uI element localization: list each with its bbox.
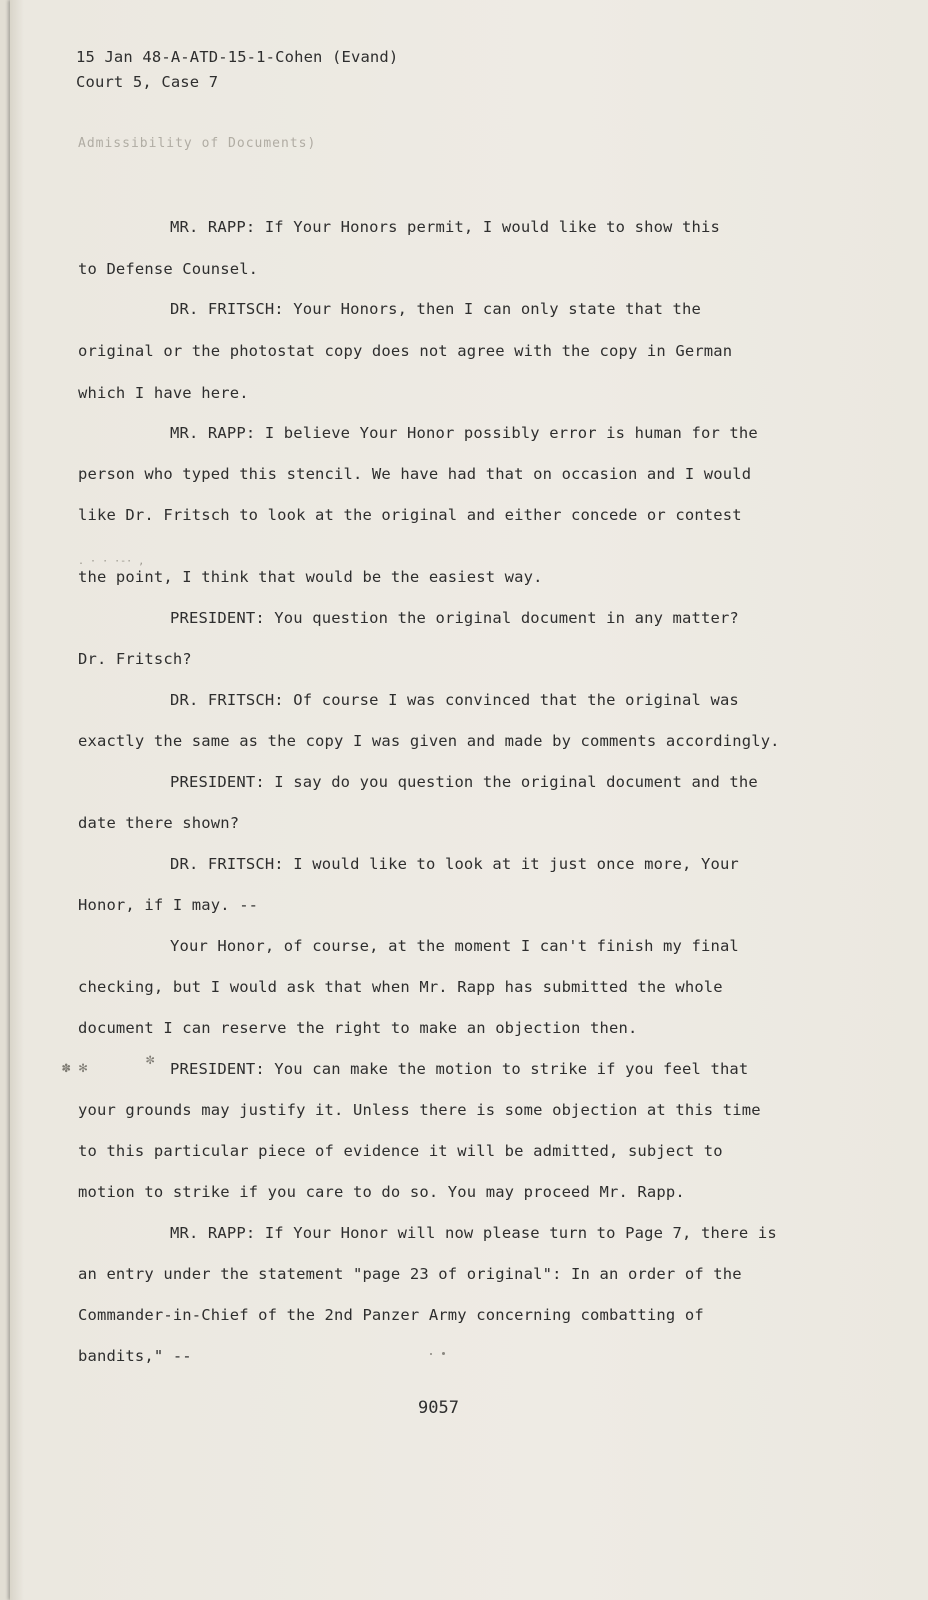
transcript-line: the point, I think that would be the easiest way. xyxy=(78,568,543,586)
paper-speck xyxy=(430,1353,432,1355)
transcript-line: which I have here. xyxy=(78,384,249,402)
ink-smudge: . · · ·-· , xyxy=(78,556,145,567)
ink-blot-mark-2: ✼ xyxy=(146,1052,155,1068)
transcript-line: document I can reserve the right to make an objection then. xyxy=(78,1019,638,1037)
transcript-line: MR. RAPP: If Your Honor will now please turn to Page 7, there is xyxy=(170,1224,777,1242)
transcript-line: PRESIDENT: I say do you question the original document and the xyxy=(170,773,758,791)
transcript-line: bandits," -- xyxy=(78,1347,192,1365)
smudged-subject-line: Admissibility of Documents) xyxy=(78,136,317,151)
transcript-line: DR. FRITSCH: Your Honors, then I can only state that the xyxy=(170,300,701,318)
header-session-line: 15 Jan 48-A-ATD-15-1-Cohen (Evand) xyxy=(76,48,399,66)
page-number: 9057 xyxy=(418,1398,459,1418)
transcript-line: exactly the same as the copy I was given and made by comments accordingly. xyxy=(78,732,780,750)
transcript-line: to Defense Counsel. xyxy=(78,260,259,278)
transcript-line: original or the photostat copy does not agree with the copy in German xyxy=(78,342,733,360)
paper-speck xyxy=(442,1352,445,1355)
transcript-line: DR. FRITSCH: Of course I was convinced that the original was xyxy=(170,691,739,709)
transcript-line: Commander-in-Chief of the 2nd Panzer Army concerning combatting of xyxy=(78,1306,704,1324)
ink-blot-mark: ✽ ✻ xyxy=(62,1060,88,1076)
transcript-line: DR. FRITSCH: I would like to look at it just once more, Your xyxy=(170,855,739,873)
transcript-line: your grounds may justify it. Unless there is some objection at this time xyxy=(78,1101,761,1119)
transcript-line: motion to strike if you care to do so. You may proceed Mr. Rapp. xyxy=(78,1183,685,1201)
transcript-line: checking, but I would ask that when Mr. Rapp has submitted the whole xyxy=(78,978,723,996)
transcript-line: person who typed this stencil. We have had that on occasion and I would xyxy=(78,465,752,483)
transcript-line: MR. RAPP: If Your Honors permit, I would like to show this xyxy=(170,218,720,236)
transcript-line: PRESIDENT: You question the original document in any matter? xyxy=(170,609,739,627)
transcript-line: Your Honor, of course, at the moment I can't finish my final xyxy=(170,937,739,955)
transcript-line: date there shown? xyxy=(78,814,240,832)
transcript-line: MR. RAPP: I believe Your Honor possibly error is human for the xyxy=(170,424,758,442)
transcript-line: Honor, if I may. -- xyxy=(78,896,259,914)
transcript-line: like Dr. Fritsch to look at the original and either concede or contest xyxy=(78,506,742,524)
transcript-line: Dr. Fritsch? xyxy=(78,650,192,668)
transcript-line: an entry under the statement "page 23 of original": In an order of the xyxy=(78,1265,742,1283)
transcript-line: to this particular piece of evidence it will be admitted, subject to xyxy=(78,1142,723,1160)
transcript-line: PRESIDENT: You can make the motion to strike if you feel that xyxy=(170,1060,749,1078)
header-court-line: Court 5, Case 7 xyxy=(76,73,219,91)
